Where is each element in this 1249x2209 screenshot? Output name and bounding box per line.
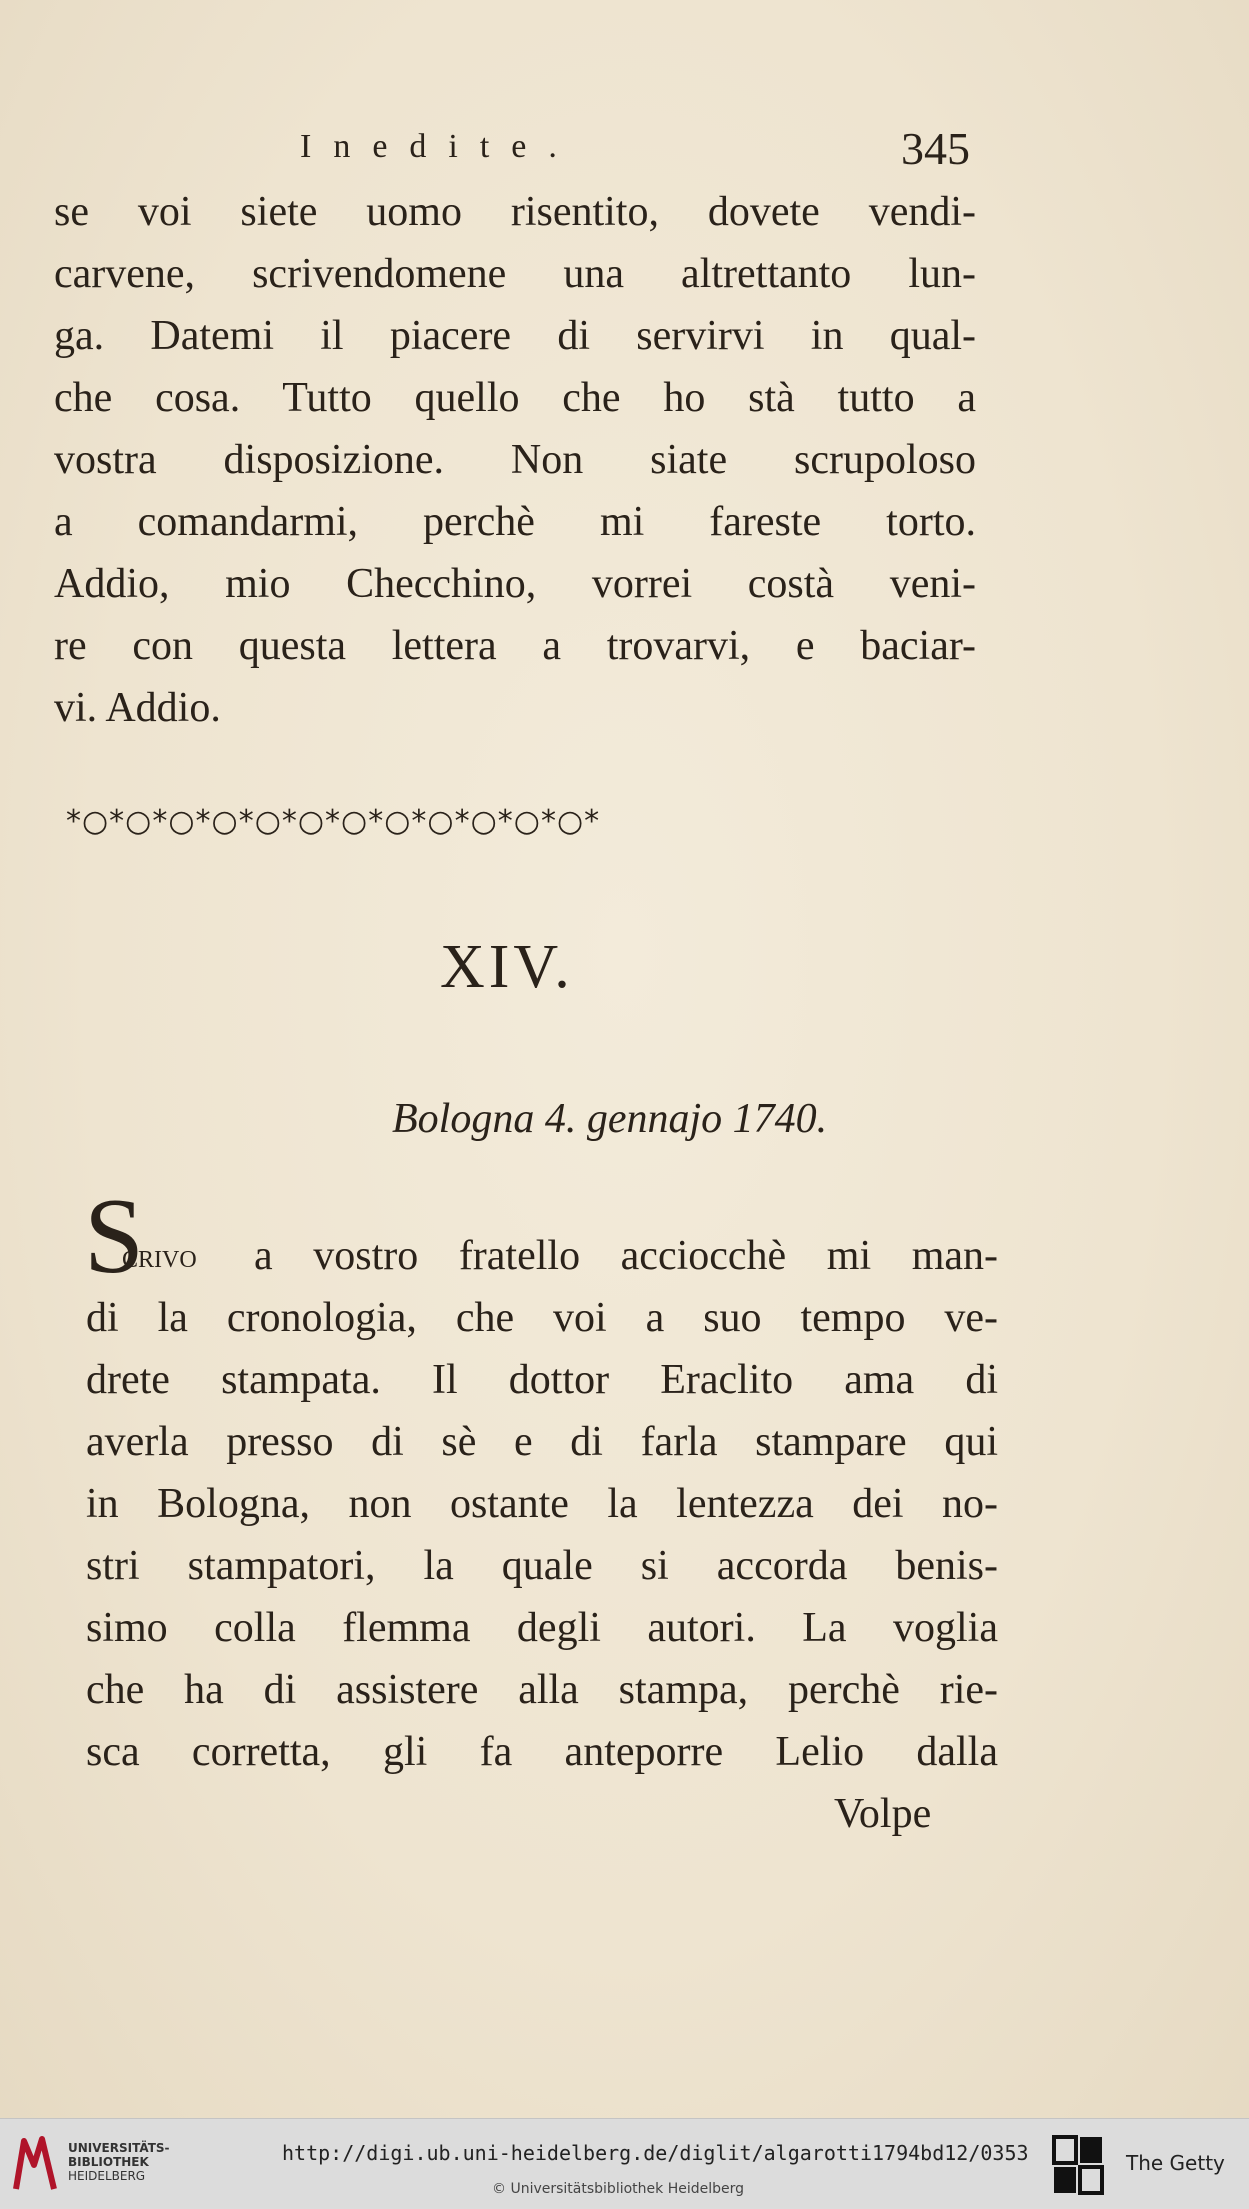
library-name-line: HEIDELBERG [68,2169,146,2183]
ornamental-divider: *○*○*○*○*○*○*○*○*○*○*○*○* [66,804,601,839]
permalink-url[interactable]: http://digi.ub.uni-heidelberg.de/diglit/algarotti1794bd12/0353 [282,2141,1029,2165]
text-line: ga. Datemi il piacere di servirvi in qual- [54,313,976,359]
copyright-notice: © Universitätsbibliothek Heidelberg [492,2181,745,2197]
text-line: carvene, scrivendomene una altrettanto lun- [54,251,976,297]
text-line: che cosa. Tutto quello che ho stà tutto a [54,375,976,421]
text-line: vostra disposizione. Non siate scrupoloso [54,437,976,483]
text-line: che ha di assistere alla stampa, perchè rie- [86,1667,998,1713]
text-line: drete stampata. Il dottor Eraclito ama di [86,1357,998,1403]
text-line: simo colla flemma degli autori. La voglia [86,1605,998,1651]
ub-heidelberg-logo-icon [12,2135,58,2193]
first-word: crivo [122,1238,197,1275]
getty-logo-icon [1052,2135,1106,2195]
text-line: averla presso di sè e di farla stampare qui [86,1419,998,1465]
text-line: Addio, mio Checchino, vorrei costà veni- [54,561,976,607]
text-line: a vostro fratello acciocchè mi man- [254,1233,998,1279]
text-line: se voi siete uomo risentito, dovete vendi- [54,189,976,235]
drop-cap: S [84,1177,145,1296]
library-name-line: BIBLIOTHEK [68,2155,149,2169]
text-line: di la cronologia, che voi a suo tempo ve- [86,1295,998,1341]
letter-dateline: Bologna 4. gennajo 1740. [392,1096,828,1142]
library-name-line: UNIVERSITÄTS- [68,2141,170,2155]
text-line: in Bologna, non ostante la lentezza dei no- [86,1481,998,1527]
page-number: 345 [901,123,970,174]
running-head-title: Inedite. [300,128,579,165]
library-name [68,2141,170,2183]
chapter-heading: XIV. [440,933,574,1001]
partner-name: The Getty [1126,2151,1225,2175]
text-line: vi. Addio. [54,685,221,731]
text-line: re con questa lettera a trovarvi, e baciar- [54,623,976,669]
text-line: stri stampatori, la quale si accorda benis- [86,1543,998,1589]
text-line: sca corretta, gli fa anteporre Lelio dalla [86,1729,998,1775]
catchword: Volpe [834,1791,932,1837]
digitization-footer [0,2118,1249,2209]
text-line: a comandarmi, perchè mi fareste torto. [54,499,976,545]
running-head [300,122,970,182]
